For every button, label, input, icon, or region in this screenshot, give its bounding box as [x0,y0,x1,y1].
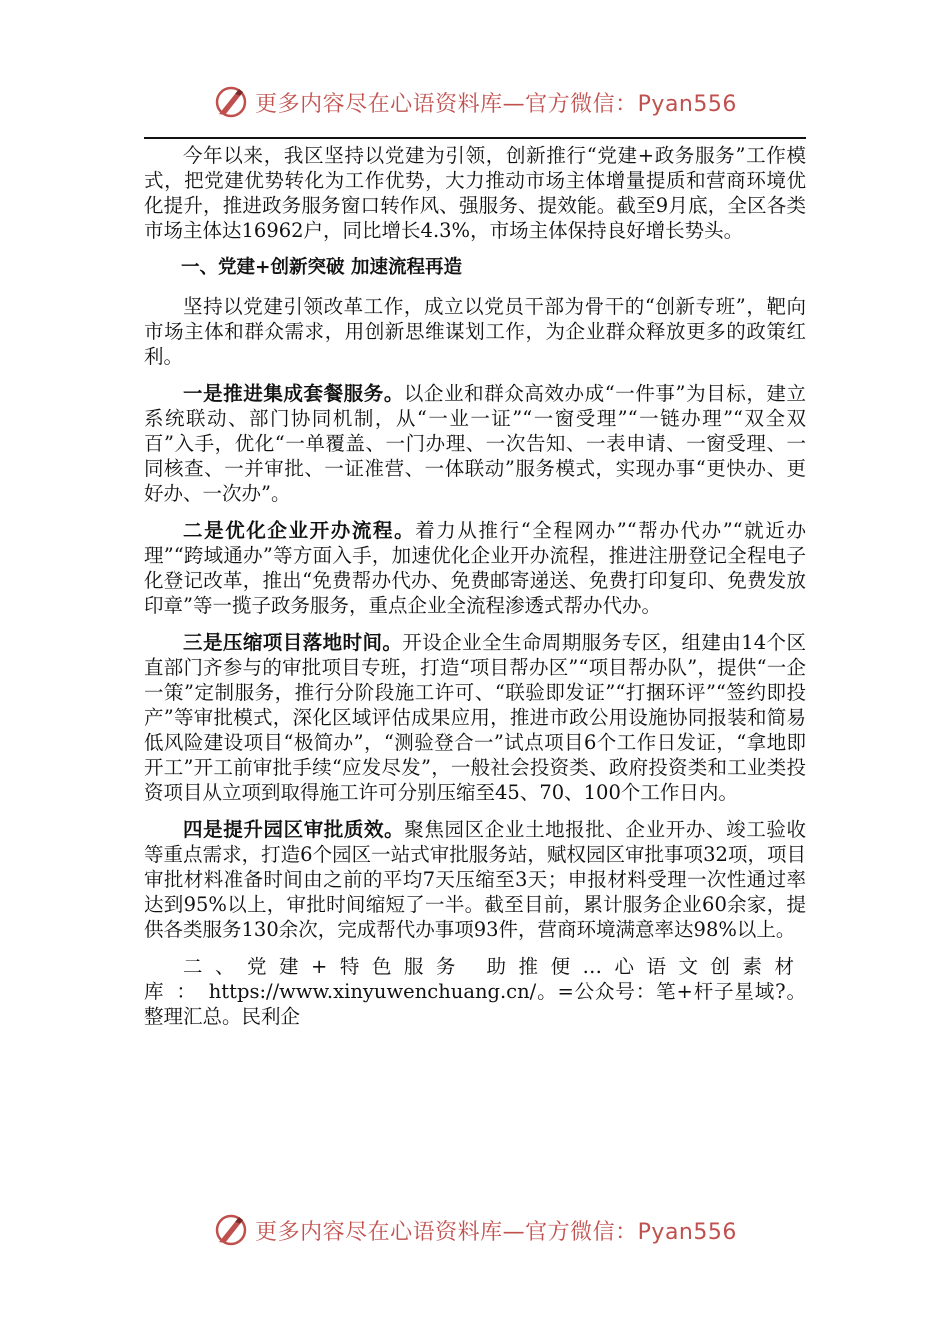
header-rule [144,137,806,139]
header-banner [0,80,950,124]
banner-text: 更多内容尽在心语资料库—官方微信：Pyan556 [255,1219,737,1245]
point-1-body: 以企业和群众高效办成“一件事”为目标，建立系统联动、部门协同机制，从“一业一证”“一窗受理”“一链办理”“双全双百”入手，优化“一单覆盖、一门办理、一次告知、一表申请、一窗受理、一同核查、一并审批、一证准营、一体联动”服务模式，实现办事“更快办、更好办、一次办”。 [144,382,806,505]
point-4-body: 聚焦园区企业土地报批、企业开办、竣工验收等重点需求，打造6个园区一站式审批服务站，赋权园区审批事项32项，项目审批材料准备时间由之前的平均7天压缩至3天；申报材料受理一次性通过率达到95%以上，审批时间缩短了一半。截至目前，累计服务企业60余家，提供各类服务130余次，完成帮代办事项93件，营商环境满意率达98%以上。 [144,818,806,941]
article-body [144,143,806,1041]
paragraph-point-3 [144,630,806,805]
pen-nib-logo-icon [213,84,249,120]
paragraph-point-1 [144,381,806,506]
paragraph-intro: 今年以来，我区坚持以党建为引领，创新推行“党建+政务服务”工作模式，把党建优势转化为工作优势，大力推动市场主体增量提质和营商环境优化提升，推进政务服务窗口转作风、强服务、提效能。截至9月底，全区各类市场主体达16962户，同比增长4.3%，市场主体保持良好增长势头。 [144,144,806,242]
footer-banner [0,1208,950,1252]
pen-nib-logo-icon [213,1212,249,1248]
point-4-lead: 四是提升园区审批质效。 [183,818,405,841]
point-2-body: 着力从推行“全程网办”“帮办代办”“就近办理”“跨域通办”等方面入手，加速优化企业开办流程，推进注册登记全程电子化登记改革，推出“免费帮办代办、免费邮寄递送、免费打印复印、免费发放印章”等一揽子政务服务，重点企业全流程渗透式帮办代办。 [144,519,806,617]
section-heading-2: 二、党建+特色服务 助推便…心语文创素材库： [144,955,806,1003]
point-3-lead: 三是压缩项目落地时间。 [183,631,403,654]
paragraph-point-2 [144,518,806,618]
section-heading-1: 一、党建+创新突破 加速流程再造 [181,257,462,278]
section-2-overflow-text: https://www.xinyuwenchuang.cn/。=公众号：笔+杆子星域?。整理汇总。民利企 [144,980,806,1028]
paragraph-section-intro: 坚持以党建引领改革工作，成立以党员干部为骨干的“创新专班”，靶向市场主体和群众需求，用创新思维谋划工作，为企业群众释放更多的政策红利。 [144,295,806,368]
wechat-id: Pyan556 [637,91,737,117]
paragraph-section-2-start [144,954,806,1029]
paragraph-point-4 [144,817,806,942]
point-1-lead: 一是推进集成套餐服务。 [183,382,404,405]
banner-text: 更多内容尽在心语资料库—官方微信：Pyan556 [255,91,737,117]
point-3-body: 开设企业全生命周期服务专区，组建由14个区直部门齐参与的审批项目专班，打造“项目帮办区”“项目帮办队”，提供“一企一策”定制服务，推行分阶段施工许可、“联验即发证”“打捆环评”“签约即投产”等审批模式，深化区域评估成果应用，推进市政公用设施协同报装和简易低风险建设项目“极简办”，“测验登合一”试点项目6个工作日发证，“拿地即开工”开工前审批手续“应发尽发”，一般社会投资类、政府投资类和工业类投资项目从立项到取得施工许可分别压缩至45、70、100个工作日内。 [144,631,806,804]
point-2-lead: 二是优化企业开办流程。 [183,519,416,542]
wechat-id: Pyan556 [637,1219,737,1245]
